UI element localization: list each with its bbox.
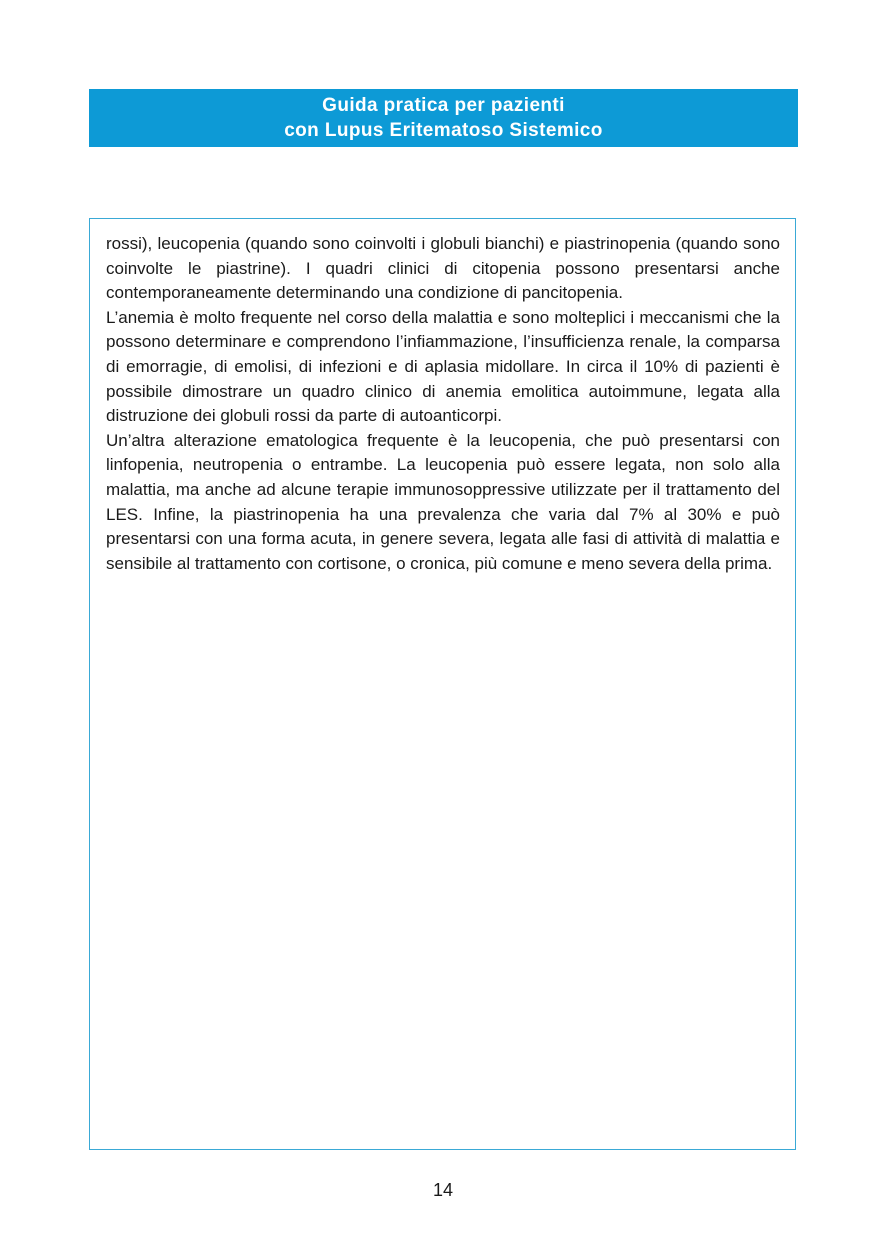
body-text <box>106 232 780 576</box>
header-banner <box>89 89 798 147</box>
header-title-line-2: con Lupus Eritematoso Sistemico <box>284 120 603 141</box>
paragraph-1: rossi), leucopenia (quando sono coinvolti i globuli bianchi) e piastrinopenia (quando sono coinvolte le piastrine). I quadri clinici di citopenia possono presentarsi anche contemporaneamente determinando una condizione di pancitopenia. <box>106 234 780 303</box>
paragraph-3: Un’altra alterazione ematologica frequente è la leucopenia, che può presentarsi con linfopenia, neutropenia o entrambe. La leucopenia può essere legata, non solo alla malattia, ma anche ad alcune terapie immunosoppressive utilizzate per il trattamento del LES. Infine, la piastrinopenia ha una prevalenza che varia dal 7% al 30% e può presentarsi con una forma acuta, in genere severa, legata alle fasi di attività di malattia e sensibile al trattamento con cortisone, o cronica, più comune e meno severa della prima. <box>106 430 780 573</box>
header-title-line-1: Guida pratica per pazienti <box>322 95 565 116</box>
paragraph-2: L’anemia è molto frequente nel corso della malattia e sono molteplici i meccanismi che la possono determinare e comprendono l’infiammazione, l’insufficienza renale, la comparsa di emorragie, di emolisi, di infezioni e di aplasia midollare. In circa il 10% di pazienti è possibile dimostrare un quadro clinico di anemia emolitica autoimmune, legata alla distruzione dei globuli rossi da parte di autoanticorpi. <box>106 307 780 426</box>
page-number: 14 <box>432 1180 454 1200</box>
